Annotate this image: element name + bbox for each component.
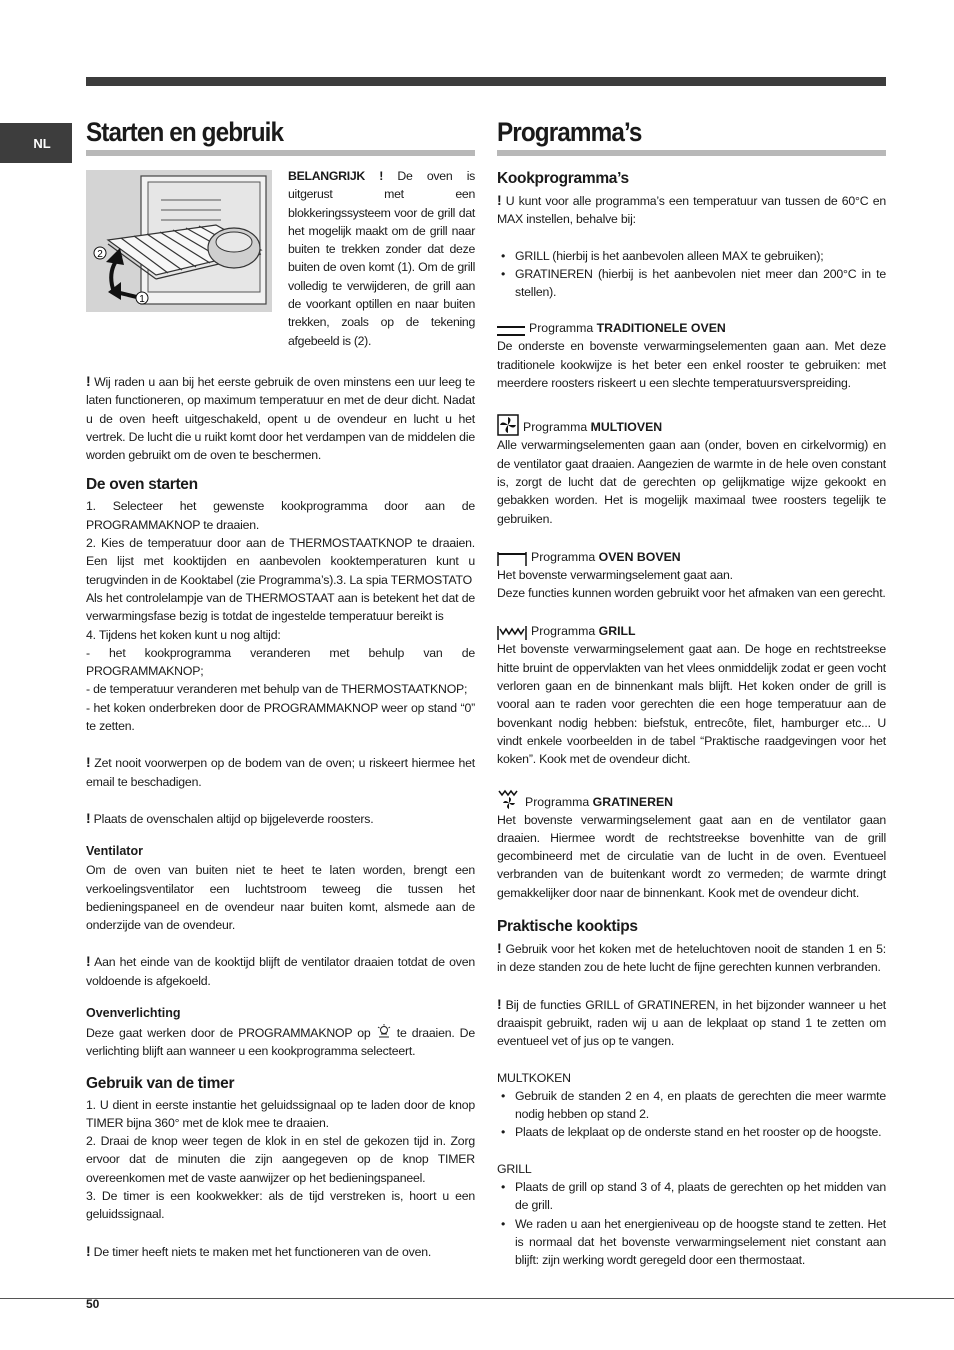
grill-heading: GRILL <box>497 1161 532 1176</box>
program-label <box>529 319 726 337</box>
timer-line: 2. Draai de knop weer tegen de klok in en stel de gekozen tijd in. Zorg ervoor dat de minuten die zijn aangegeven op de knop TIMER overeenkomen met de vaste aanwijzer op het bedieningspaneel. <box>86 1134 475 1185</box>
warning-mark: ! <box>497 940 502 957</box>
list-item: • We raden u aan het energieniveau op de hoogste stand te zetten. Het is normaal dat het bovenste verwarmingselement niet constant aan blijft: zijn werking wordt geregeld door een thermostaat. <box>497 1215 886 1270</box>
grill-fan-icon <box>497 789 521 811</box>
program-description: Het bovenste verwarmingselement gaat aan. Deze functies kunnen worden gebruikt voor het afmaken van een gerecht. <box>497 567 886 601</box>
timer-warning <box>86 1242 475 1261</box>
page-title-starten: Starten en gebruik <box>86 117 284 147</box>
program-label <box>525 793 673 811</box>
warning-mark: ! <box>497 192 502 208</box>
warning-text: Zet nooit voorwerpen op de bodem van de oven; u riskeert hiermee het email te beschadigen. <box>86 756 475 789</box>
program-name: GRATINEREN <box>592 794 674 809</box>
grill-icon <box>497 626 527 640</box>
programma-word: Programma <box>523 420 591 435</box>
warning-text: Wij raden u aan bij het eerste gebruik de oven minstens een uur leeg te laten functioneren, op maximum temperatuur en met de deur dicht. Nadat u de oven heeft uitgeschakeld, opent u de ovendeur en lucht u het vertrek. De lucht die u ruikt komt door het verdampen van de middelen die worden gebruikt om de oven te beschermen. <box>86 374 475 463</box>
important-note <box>288 167 475 350</box>
program-description: Het bovenste verwarmingselement gaat aan. De hoge en rechtstreekse hitte bruint de oppervlakten van het vlees onmiddelijk zodat er geen vocht verloren gaan en de binnenkant mals blijft. Het koken onder de grill is vooral aan te raden voor gerechten die een hoge temperatuur aan de bovenkant nodig hebben: biefstuk, entrecôte, filet, hamburger etc... U vindt enkele voorbeelden in de tabel “Praktische raadgevingen voor het koken”. Kook met de ovendeur dicht. <box>497 642 886 767</box>
start-line: 2. Kies de temperatuur door aan de THERMOSTAATKNOP te draaien. Een lijst met kooktijden en aanbevolen kooktemperaturen kunt u terugvinden in de Kooktabel (zie Programma’s).3. La spia TERMOSTATO <box>86 536 475 587</box>
timer-line: 3. De timer is een kookwekker: als de tijd verstreken is, hoort u een geluidssignaal. <box>86 1189 475 1222</box>
footer-rule <box>0 1298 954 1299</box>
tip-text: Bij de functies GRILL of GRATINEREN, in het bijzonder wanneer u het draaispit gebruikt, raden wij u aan de lekplaat op stand 1 te zetten om eventueel vet of jus op te vangen. <box>497 997 886 1049</box>
kook-intro <box>497 191 886 229</box>
kook-exceptions-list <box>497 247 886 302</box>
language-label: NL <box>33 135 51 151</box>
program-description: De onderste en bovenste verwarmingselementen gaan aan. Met deze traditionele kookwijze is het beter een enkel rooster te gebruiken: met meerdere roosters riskeert u een slechte temperatuursverspreiding. <box>497 339 886 391</box>
figure-label-1: 1 <box>139 294 145 305</box>
tip-1 <box>497 939 886 977</box>
list-item: • Gebruik de standen 2 en 4, en plaats de gerechten die meer warmte nodig hebben op stand 2. <box>497 1087 886 1124</box>
light-text-b: te draaien. De verlichting blijft aan wanneer u een kookprogramma selecteert. <box>86 1025 476 1059</box>
tip-text: Gebruik voor het koken met de heteluchtoven nooit de standen 1 en 5: in deze standen zou de hete lucht de fijne gerechten kunnen verbranden. <box>497 942 886 975</box>
warning-text: Aan het einde van de kooktijd blijft de ventilator draaien totdat de oven voldoende is afgekoeld. <box>86 955 475 988</box>
grill-figure-block <box>86 170 475 350</box>
language-tab <box>0 123 72 163</box>
warning-text: Plaats de ovenschalen altijd op bijgeleverde roosters. <box>90 811 374 826</box>
warning-mark: ! <box>86 1242 91 1259</box>
page-number: 50 <box>86 1297 100 1311</box>
ventilator-text: Om de oven van buiten niet te heet te laten worden, brengt een verkoelingsventilator een luchtstroom teweeg die tussen het bedieningspaneel en de ovendeur naar buiten komt, alsmede aan de onderzijde van de ovendeur. <box>86 863 475 933</box>
rack-warning <box>86 809 475 828</box>
section-heading-tips: Praktische kooktips <box>497 918 638 936</box>
section-heading-light: Ovenverlichting <box>86 1005 181 1020</box>
first-use-warning <box>86 372 475 464</box>
oven-grill-illustration <box>86 170 272 312</box>
program-gratineren <box>497 789 886 811</box>
top-rule <box>86 77 886 86</box>
program-label <box>531 622 636 640</box>
tip-2 <box>497 995 886 1051</box>
start-line: 4. Tijdens het koken kunt u nog altijd: <box>86 627 281 642</box>
oven-grill-figure <box>86 170 272 312</box>
program-name: GRILL <box>598 624 636 639</box>
start-line: - het koken onderbreken door de PROGRAMMAKNOP weer op stand “0” te zetten. <box>86 700 475 734</box>
program-name: MULTIOVEN <box>590 420 663 435</box>
program-label <box>531 548 681 566</box>
light-text <box>86 1023 475 1061</box>
bottom-warning <box>86 753 475 791</box>
top-bottom-heat-icon <box>497 325 525 337</box>
warning-mark: ! <box>86 953 91 970</box>
list-item: • GRILL (hierbij is het aanbevolen alleen MAX te gebruiken); <box>497 247 886 265</box>
important-label: BELANGRIJK ! <box>288 169 384 183</box>
grill-list <box>497 1178 886 1269</box>
program-description: Alle verwarmingselementen gaan aan (onder, boven en cirkelvormig) en de ventilator gaat draaien. Aangezien de warmte in de hele oven constant is, zorgt de lucht dat de gerechten op gelijkmatige wijze gekookt en gebakken worden. Het is mogelijk maximaal twee roosters tegelijk te gebruiken. <box>497 438 886 526</box>
programma-word: Programma <box>531 624 599 639</box>
multkoken-list <box>497 1087 886 1142</box>
warning-mark: ! <box>86 809 91 826</box>
timer-line: 1. U dient in eerste instantie het geluidssignaal op te laden door de knop TIMER bijna 360° met de klok mee te draaien. <box>86 1097 475 1130</box>
program-grill <box>497 622 886 640</box>
light-text-a: Deze gaat werken door de PROGRAMMAKNOP op <box>86 1025 376 1040</box>
kook-intro-text: U kunt voor alle programma’s een temperatuur van tussen de 60°C en MAX instellen, behalve bij: <box>497 194 886 227</box>
programma-word: Programma <box>531 549 599 564</box>
section-heading-kookprogrammas: Kookprogramma’s <box>497 170 629 187</box>
start-line: - de temperatuur veranderen met behulp van de THERMOSTAATKNOP; <box>86 682 468 697</box>
warning-mark: ! <box>497 995 502 1012</box>
list-item: • Plaats de lekplaat op de onderste stand en het rooster op de hoogste. <box>497 1123 886 1141</box>
start-line: - het kookprogramma veranderen met behulp van de PROGRAMMAKNOP; <box>86 645 475 679</box>
top-heat-icon <box>497 552 527 566</box>
warning-mark: ! <box>86 372 91 389</box>
programma-word: Programma <box>529 321 597 336</box>
start-line: 1. Selecteer het gewenste kookprogramma door aan de PROGRAMMAKNOP te draaien. <box>86 499 475 532</box>
right-title-block <box>497 116 886 156</box>
section-heading-start: De oven starten <box>86 476 198 494</box>
left-title-block <box>86 116 475 156</box>
program-traditionele-oven <box>497 319 886 337</box>
program-oven-boven <box>497 548 886 566</box>
program-label <box>523 418 662 436</box>
program-name: OVEN BOVEN <box>598 549 681 564</box>
left-column <box>86 116 475 1261</box>
fan-heat-icon <box>497 414 519 436</box>
important-text: De oven is uitgerust met een blokkeringssysteem voor de grill dat het mogelijk maakt om de grill naar buiten te trekken zonder dat deze buiten de oven komt (1). Om de grill volledig te verwijderen, de grill aan de voorkant optillen en naar buiten trekken, zoals op de tekening afgebeeld is (2). <box>288 169 475 348</box>
right-column <box>497 116 886 1269</box>
fan-warning <box>86 952 475 990</box>
warning-text: De timer heeft niets te maken met het functioneren van de oven. <box>90 1244 432 1259</box>
section-heading-ventilator: Ventilator <box>86 844 143 859</box>
page-title-programmas: Programma’s <box>497 117 642 147</box>
start-line: Als het controlelampje van de THERMOSTAAT aan is betekent het dat de verwarmingsfase bezig is totdat de ingestelde temperatuur bereikt is <box>86 590 475 624</box>
warning-mark: ! <box>86 754 91 771</box>
multkoken-heading: MULTKOKEN <box>497 1070 571 1085</box>
program-description: Het bovenste verwarmingselement gaat aan en de ventilator gaan draaien. Hiermee wordt de rechtstreekse bovenhitte van de grill gecombineerd met de circulatie van de lucht in de oven. Eventueel verbranden van de buitenkant wordt zo vermeden; de warmte dringt gemakkelijker door naar de binnenkant. Kook met de ovendeur dicht. <box>497 812 886 900</box>
lamp-icon <box>376 1023 392 1039</box>
program-name: TRADITIONELE OVEN <box>596 321 726 336</box>
programma-word: Programma <box>525 794 593 809</box>
program-multioven <box>497 414 886 436</box>
figure-label-2: 2 <box>97 249 103 260</box>
list-item: • Plaats de grill op stand 3 of 4, plaats de gerechten op het midden van de grill. <box>497 1178 886 1215</box>
list-item: • GRATINEREN (hierbij is het aanbevolen niet meer dan 200°C in te stellen). <box>497 265 886 302</box>
section-heading-timer: Gebruik van de timer <box>86 1074 235 1092</box>
